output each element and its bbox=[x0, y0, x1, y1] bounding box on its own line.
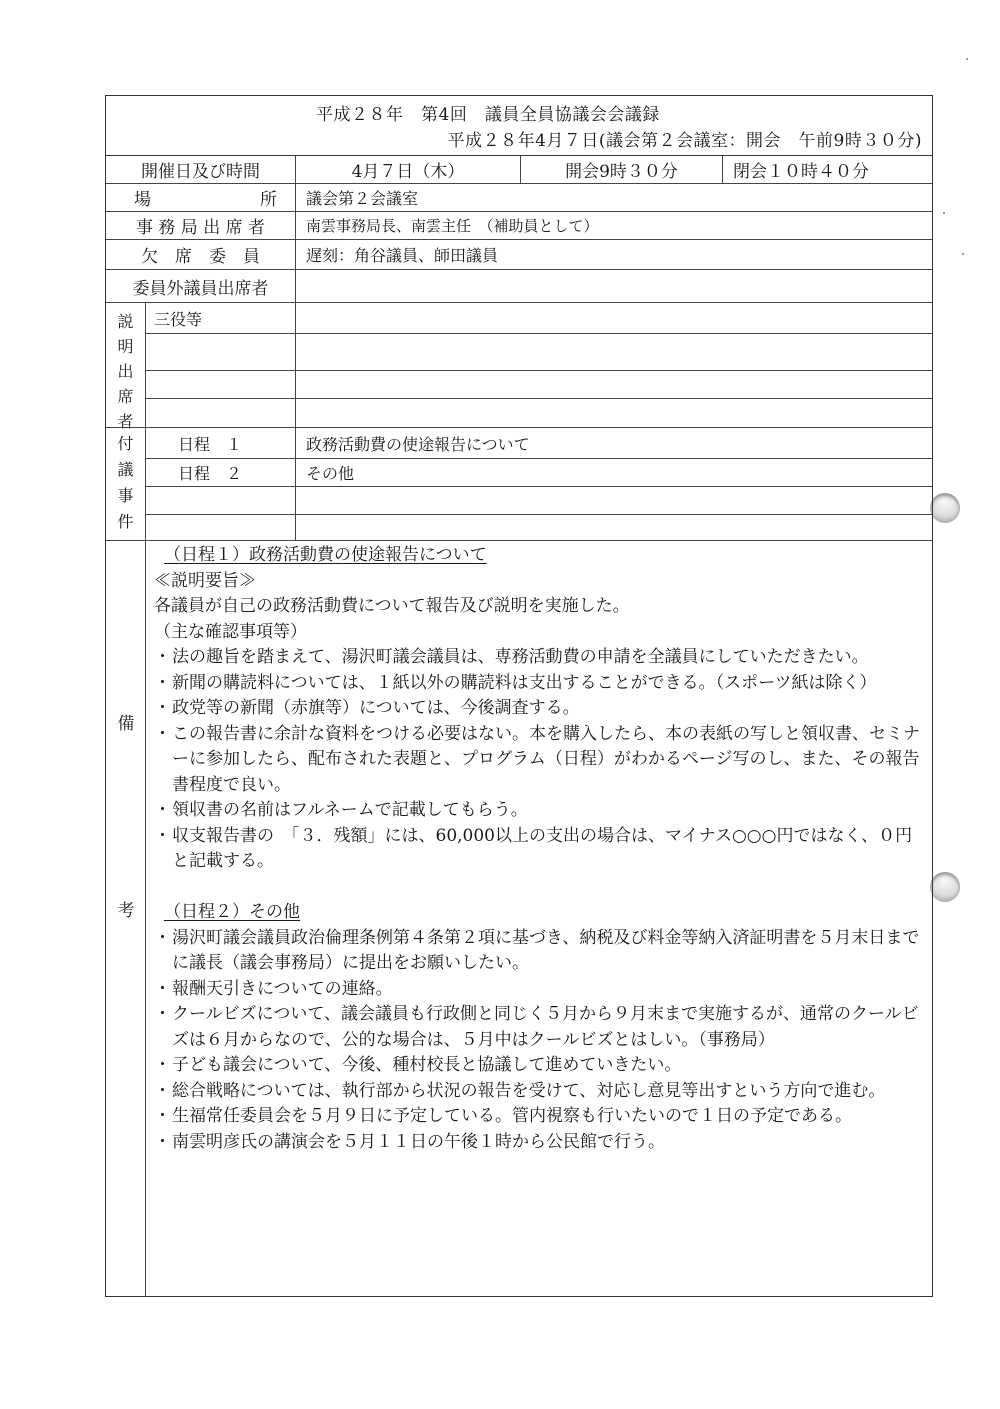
section1-bullet: ・ 領収書の名前はフルネームで記載してもらう。 bbox=[154, 798, 924, 824]
agenda-item-no bbox=[146, 515, 296, 541]
scan-speck bbox=[962, 253, 964, 255]
absent-value: 遅刻：角谷議員、師田議員 bbox=[306, 246, 499, 265]
agenda-label bbox=[106, 428, 146, 540]
agenda-item bbox=[146, 428, 932, 459]
explainer-role bbox=[146, 371, 296, 398]
agenda-label-char: 件 bbox=[117, 512, 134, 531]
punch-hole-top bbox=[930, 493, 960, 523]
non-member-label: 委員外議員出席者 bbox=[106, 270, 296, 302]
agenda-item-title bbox=[296, 487, 932, 514]
open-time: 開会9時３０分 bbox=[521, 156, 723, 183]
secretariat-value: 南雲事務局長、南雲主任 （補助員として） bbox=[306, 217, 599, 235]
agenda-item bbox=[146, 487, 932, 515]
explainer-names bbox=[296, 399, 932, 428]
date-value: 4月７日（木） bbox=[296, 156, 521, 183]
document-title: 平成２８年 第4回 議員全員協議会会議録 bbox=[316, 105, 660, 125]
explainers-block bbox=[106, 303, 932, 431]
explainer-row bbox=[146, 334, 932, 371]
explainer-row bbox=[146, 303, 932, 334]
explainer-row bbox=[146, 371, 932, 399]
agenda-item-title bbox=[296, 515, 932, 541]
section2-bullet: ・ 湯沢町議会議員政治倫理条例第４条第２項に基づき、納税及び料金等納入済証明書を５月末日までに議長（議会事務局）に提出をお願いしたい。 bbox=[154, 926, 924, 977]
date-row bbox=[106, 156, 932, 184]
explainers-label-char: 説 bbox=[117, 312, 134, 331]
explainers-label-char: 者 bbox=[117, 412, 134, 431]
remarks-body bbox=[146, 541, 932, 1155]
agenda-label-char: 事 bbox=[117, 486, 134, 505]
agenda-item-no: 日程 １ bbox=[146, 428, 296, 458]
scan-speck bbox=[966, 58, 968, 60]
section1-heading: （日程１）政務活動費の使途報告について bbox=[164, 545, 487, 565]
section2-bullet: ・ 報酬天引きについての連絡。 bbox=[154, 977, 924, 1003]
agenda-item-no: 日程 ２ bbox=[146, 459, 296, 486]
explainer-row bbox=[146, 399, 932, 428]
location-label bbox=[106, 184, 296, 211]
location-value: 議会第２会議室 bbox=[306, 189, 419, 208]
punch-hole-bottom bbox=[930, 872, 960, 902]
agenda-item-title: その他 bbox=[306, 464, 355, 483]
section1-summary: 各議員が自己の政務活動費について報告及び説明を実施した。 bbox=[154, 596, 630, 616]
remarks-label bbox=[106, 541, 146, 1296]
explainers-label-char: 出 bbox=[117, 362, 134, 381]
agenda-item-no bbox=[146, 487, 296, 514]
location-row bbox=[106, 184, 932, 212]
non-member-row bbox=[106, 270, 932, 303]
section1-bullet: ・ 収支報告書の 「３．残額」には、60,000以上の支出の場合は、マイナス○○○円ではなく、０円と記載する。 bbox=[154, 824, 924, 875]
explainers-label-char: 席 bbox=[117, 387, 134, 406]
secretariat-label: 事 務 局 出 席 者 bbox=[106, 212, 296, 239]
section1-subheading: ≪説明要旨≫ bbox=[154, 570, 256, 591]
section1-points-heading: （主な確認事項等） bbox=[154, 621, 307, 642]
date-label: 開催日及び時間 bbox=[106, 156, 296, 183]
close-time: 閉会１０時４０分 bbox=[733, 162, 869, 182]
explainer-role bbox=[146, 334, 296, 370]
agenda-block bbox=[106, 428, 932, 541]
section1-bullet: ・ この報告書に余計な資料をつける必要はない。本を購入したら、本の表紙の写しと領収書、セミナーに参加したら、配布された表題と、プログラム（日程）がわかるページ写のし、また、その報告書程度で良い。 bbox=[154, 722, 924, 799]
explainer-role: 三役等 bbox=[146, 303, 296, 333]
section1-bullet: ・ 法の趣旨を踏まえて、湯沢町議会議員は、専務活動費の申請を全議員にしていただきたい。 bbox=[154, 645, 924, 671]
agenda-item bbox=[146, 459, 932, 487]
explainer-role bbox=[146, 399, 296, 428]
section-spacer bbox=[154, 875, 924, 901]
remarks-label-bottom: 考 bbox=[117, 901, 135, 921]
section2-bullet: ・ 子ども議会について、今後、種村校長と協議して進めていきたい。 bbox=[154, 1053, 924, 1079]
agenda-item-title: 政務活動費の使途報告について bbox=[306, 434, 530, 454]
non-member-value bbox=[296, 270, 933, 302]
explainers-label-char: 明 bbox=[117, 337, 134, 356]
minutes-table bbox=[105, 95, 933, 1297]
section2-bullet: ・ 南雲明彦氏の講演会を５月１１日の午後１時から公民館で行う。 bbox=[154, 1130, 924, 1156]
explainer-names bbox=[296, 371, 932, 398]
explainer-names bbox=[296, 303, 932, 333]
section2-bullet: ・ クールビズについて、議会議員も行政側と同じく５月から９月末まで実施するが、通常のクールビズは６月からなので、公的な場合は、５月中はクールビズとはしい。（事務局） bbox=[154, 1002, 924, 1053]
agenda-label-char: 議 bbox=[117, 460, 134, 479]
remarks-label-top: 備 bbox=[117, 714, 135, 734]
scan-speck bbox=[943, 212, 945, 214]
remarks-block bbox=[106, 541, 932, 1296]
title-block bbox=[106, 96, 932, 156]
absent-row bbox=[106, 240, 932, 270]
agenda-label-char: 付 bbox=[117, 434, 134, 453]
section2-bullet: ・ 総合戦略については、執行部から状況の報告を受けて、対応し意見等出すという方向で進む。 bbox=[154, 1079, 924, 1105]
explainer-names bbox=[296, 334, 932, 370]
section1-bullet: ・ 新聞の購読料については、１紙以外の購読料は支出することができる。（スポーツ紙は除く） bbox=[154, 671, 924, 697]
location-label-left: 場 bbox=[134, 190, 151, 210]
section2-bullet: ・ 生福常任委員会を５月９日に予定している。管内視察も行いたいので１日の予定である。 bbox=[154, 1104, 924, 1130]
section1-bullet: ・ 政党等の新聞（赤旗等）については、今後調査する。 bbox=[154, 696, 924, 722]
document-subtitle: 平成２８年4月７日(議会第２会議室：開会 午前9時３０分) bbox=[447, 131, 922, 151]
section2-heading: （日程２）その他 bbox=[164, 902, 300, 922]
secretariat-row bbox=[106, 212, 932, 240]
explainers-label bbox=[106, 303, 146, 431]
absent-label: 欠 席 委 員 bbox=[106, 240, 296, 269]
location-label-right: 所 bbox=[260, 190, 277, 210]
agenda-item bbox=[146, 515, 932, 541]
